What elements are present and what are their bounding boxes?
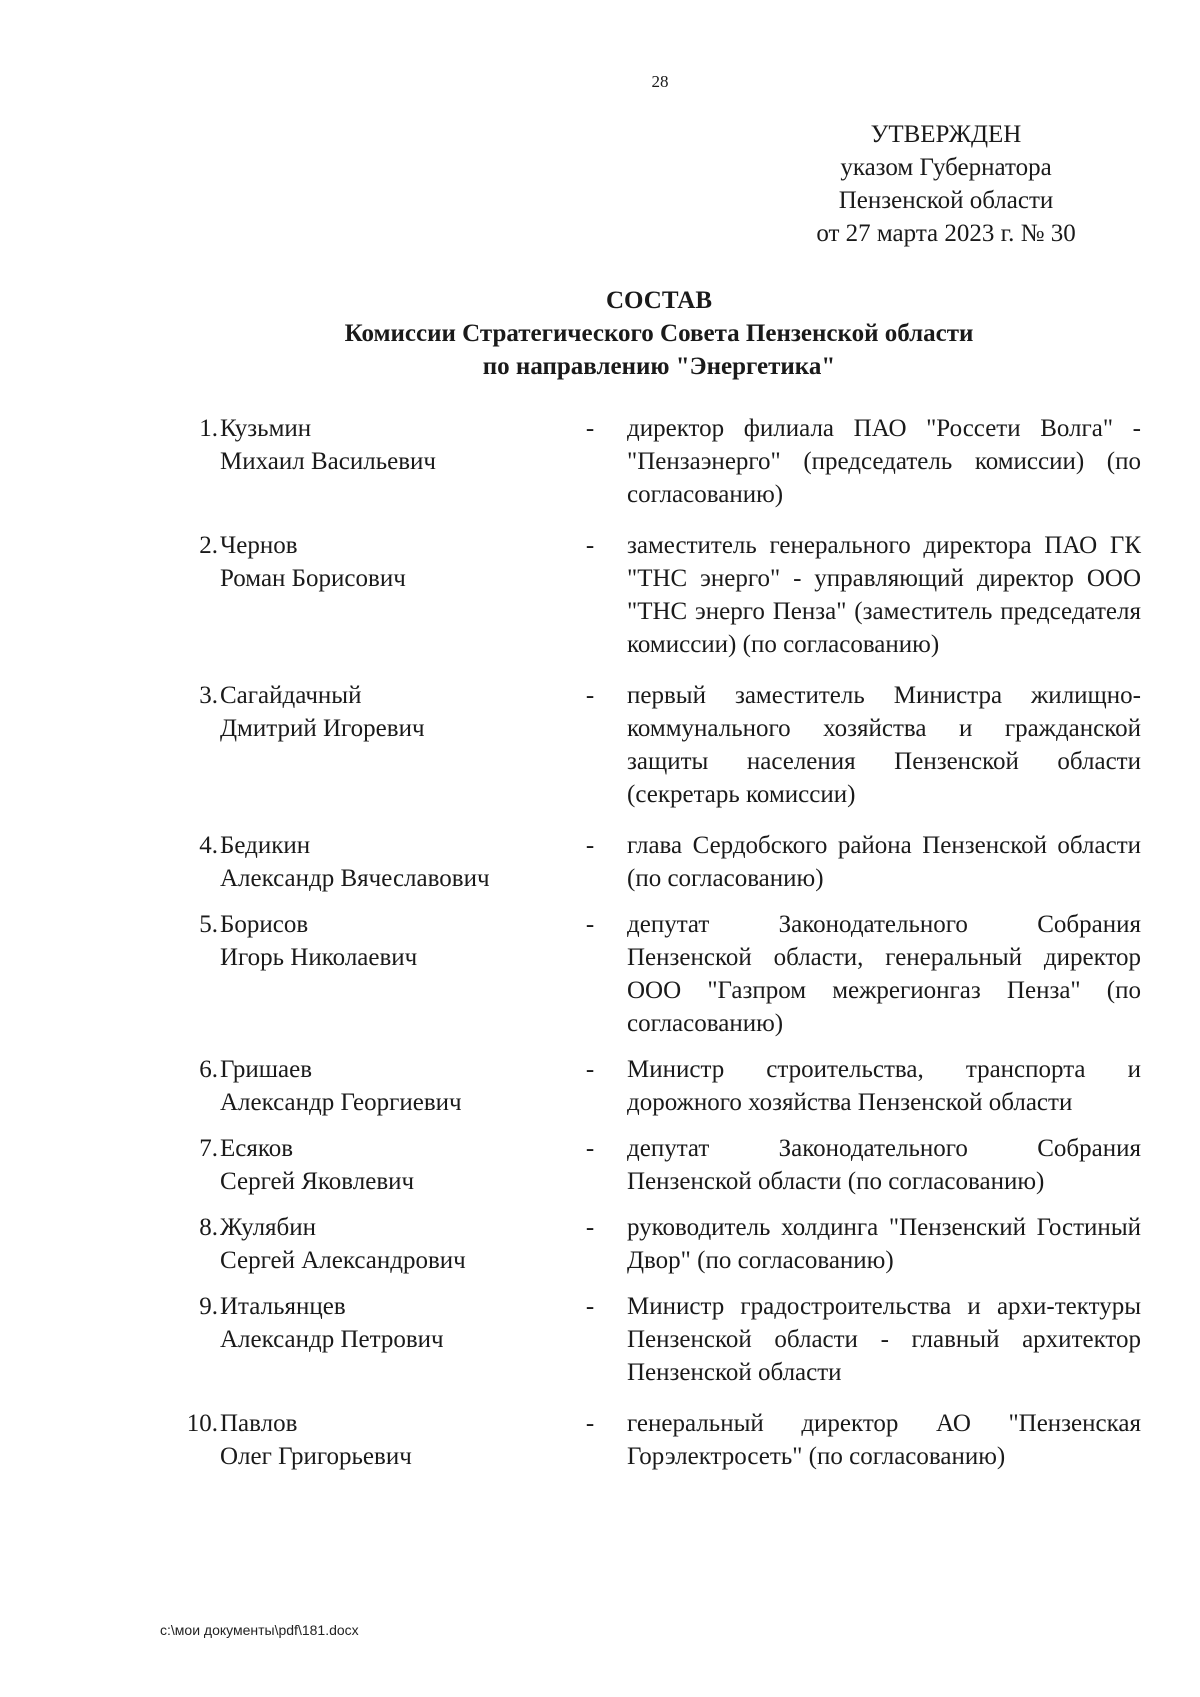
approval-block [778, 118, 1114, 250]
member-dash: - [585, 1056, 595, 1083]
member-name [220, 1132, 560, 1198]
member-given-name: Роман Борисович [220, 565, 406, 592]
approval-date: от 27 марта 2023 г. № 30 [816, 220, 1076, 247]
members-list [0, 412, 1200, 1473]
member-given-name: Александр Вячеславович [220, 865, 490, 892]
member-name [220, 908, 560, 974]
member-position: депутат Законодательного Собрания Пензенской области (по согласованию) [627, 1135, 1141, 1195]
member-dash: - [585, 1214, 595, 1241]
member-row [0, 1132, 1200, 1198]
member-position: глава Сердобского района Пензенской области (по согласованию) [627, 832, 1141, 892]
member-number: 2. [199, 532, 218, 559]
member-row [0, 412, 1200, 511]
member-number: 6. [199, 1056, 218, 1083]
member-row [0, 1211, 1200, 1277]
member-row [0, 829, 1200, 895]
member-number: 7. [199, 1135, 218, 1162]
member-name [220, 412, 560, 478]
member-surname: Борисов [220, 911, 309, 938]
member-name [220, 1053, 560, 1119]
document-subtitle: Комиссии Стратегического Совета Пензенской области [344, 320, 974, 347]
member-given-name: Олег Григорьевич [220, 1443, 412, 1470]
member-given-name: Сергей Александрович [220, 1247, 466, 1274]
member-position: директор филиала ПАО "Россети Волга" - "Пензаэнерго" (председатель комиссии) (по согласованию) [627, 415, 1141, 508]
member-number: 10. [186, 1410, 218, 1437]
member-number: 4. [199, 832, 218, 859]
member-position: заместитель генерального директора ПАО ГК "ТНС энерго" - управляющий директор ООО "ТНС энерго Пенза" (заместитель председателя комиссии) (по согласованию) [627, 532, 1141, 658]
member-name [220, 529, 560, 595]
member-surname: Сагайдачный [220, 682, 362, 709]
member-name [220, 829, 560, 895]
member-position: генеральный директор АО "Пензенская Горэлектросеть" (по согласованию) [627, 1410, 1141, 1470]
member-surname: Бедикин [220, 832, 311, 859]
member-row [0, 679, 1200, 811]
document-heading [150, 284, 1168, 383]
member-row [0, 908, 1200, 1040]
approval-status: УТВЕРЖДЕН [870, 121, 1022, 148]
member-name [220, 679, 560, 745]
member-given-name: Михаил Васильевич [220, 448, 436, 475]
member-row [0, 1290, 1200, 1389]
member-surname: Павлов [220, 1410, 298, 1437]
member-number: 9. [199, 1293, 218, 1320]
member-number: 8. [199, 1214, 218, 1241]
approval-authority: указом Губернатора [840, 154, 1052, 181]
member-given-name: Дмитрий Игоревич [220, 715, 425, 742]
member-dash: - [585, 415, 595, 442]
member-dash: - [585, 911, 595, 938]
member-surname: Гришаев [220, 1056, 313, 1083]
member-position: Министр строительства, транспорта и дорожного хозяйства Пензенской области [627, 1056, 1141, 1116]
member-given-name: Александр Георгиевич [220, 1089, 462, 1116]
member-row [0, 529, 1200, 661]
document-title: СОСТАВ [605, 287, 713, 314]
member-dash: - [585, 1410, 595, 1437]
member-dash: - [585, 832, 595, 859]
member-name [220, 1407, 560, 1473]
member-dash: - [585, 532, 595, 559]
member-name [220, 1211, 560, 1277]
file-path-footer: c:\мои документы\pdf\181.docx [160, 1622, 359, 1638]
member-name [220, 1290, 560, 1356]
member-dash: - [585, 682, 595, 709]
member-row [0, 1053, 1200, 1119]
member-surname: Есяков [220, 1135, 294, 1162]
member-position: депутат Законодательного Собрания Пензенской области, генеральный директор ООО "Газпром межрегионгаз Пенза" (по согласованию) [627, 911, 1141, 1037]
member-number: 5. [199, 911, 218, 938]
member-surname: Кузьмин [220, 415, 312, 442]
member-surname: Жулябин [220, 1214, 317, 1241]
member-number: 3. [199, 682, 218, 709]
member-position: Министр градостроительства и архи-тектуры Пензенской области - главный архитектор Пензенской области [627, 1293, 1141, 1386]
member-position: первый заместитель Министра жилищно-коммунального хозяйства и гражданской защиты населения Пензенской области (секретарь комиссии) [627, 682, 1141, 808]
member-surname: Итальянцев [220, 1293, 346, 1320]
document-subtitle-2: по направлению "Энергетика" [482, 353, 836, 380]
member-given-name: Игорь Николаевич [220, 944, 418, 971]
approval-region: Пензенской области [838, 187, 1054, 214]
page-number: 28 [651, 72, 669, 91]
member-number: 1. [199, 415, 218, 442]
member-surname: Чернов [220, 532, 298, 559]
member-given-name: Сергей Яковлевич [220, 1168, 415, 1195]
member-given-name: Александр Петрович [220, 1326, 444, 1353]
member-dash: - [585, 1135, 595, 1162]
member-dash: - [585, 1293, 595, 1320]
member-row [0, 1407, 1200, 1473]
member-position: руководитель холдинга "Пензенский Гостиный Двор" (по согласованию) [627, 1214, 1141, 1274]
